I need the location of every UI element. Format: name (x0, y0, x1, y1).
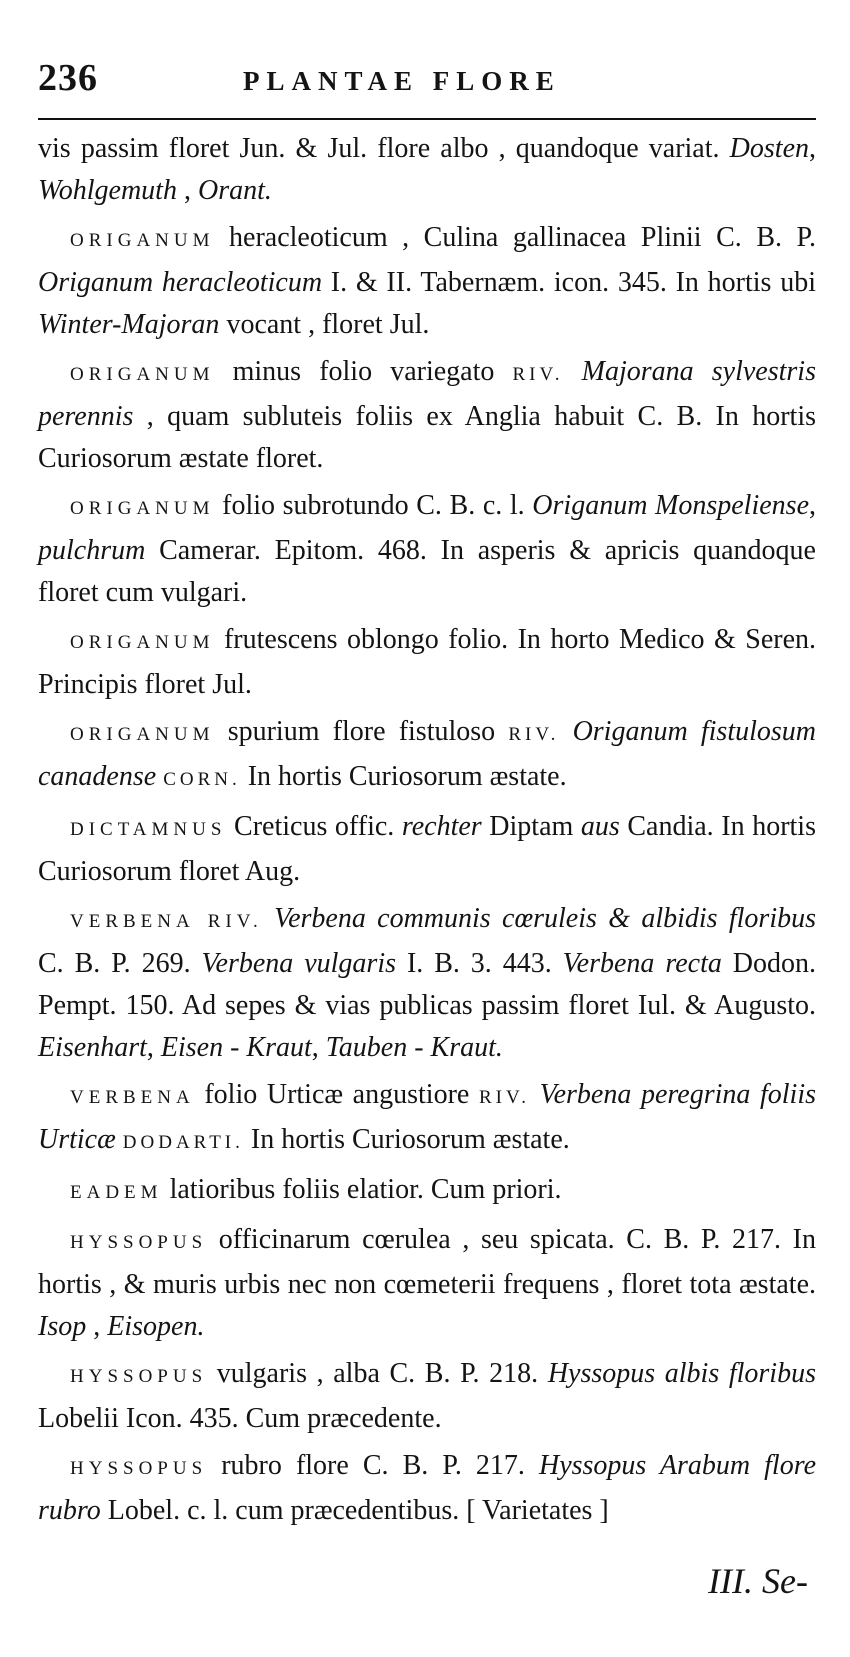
text-run: vocant , floret Jul. (219, 309, 430, 340)
genus-name: VERBENA RIV. (70, 911, 263, 932)
genus-name: EADEM (70, 1182, 163, 1203)
text-run: spurium flore fistuloso (214, 716, 509, 747)
header-rule (38, 118, 816, 120)
text-run: , (176, 175, 198, 206)
text-run: officinarum cœrulea , seu spicata. C. B. P. 217. In hortis , & muris urbis nec non cœmeterii frequens , floret tota æstate. (38, 1224, 816, 1300)
genus-name: DICTAMNUS (70, 819, 227, 840)
author-reference: DODARTI. (122, 1132, 244, 1153)
entry-paragraph (38, 1353, 816, 1440)
text-run: vulgaris , alba C. B. P. 218. (207, 1358, 548, 1389)
text-run: Camerar. Epitom. 468. In asperis & apricis quandoque floret cum vulgari. (38, 535, 816, 608)
text-run (564, 356, 582, 387)
entry-paragraph (38, 1445, 816, 1532)
running-title: PLANTAE FLORE (243, 66, 561, 96)
entry-paragraph (38, 1169, 816, 1214)
entry-paragraph (38, 898, 816, 1069)
italic-text: Winter-Majoran (38, 309, 220, 340)
italic-text: Eisen - Kraut (160, 1032, 312, 1063)
genus-name: HYSSOPUS (70, 1232, 208, 1253)
entry-paragraph (38, 485, 816, 614)
italic-text: pulchrum (38, 535, 146, 566)
text-run: , quam subluteis foliis ex Anglia habuit C. B. In hortis Curiosorum æstate floret. (38, 401, 816, 474)
text-run: , (311, 1032, 326, 1063)
genus-name: VERBENA (70, 1087, 195, 1108)
italic-text: Origanum fistulosum canadense (38, 716, 816, 792)
genus-name: HYSSOPUS (70, 1366, 208, 1387)
text-run: latioribus foliis elatior. Cum priori. (162, 1174, 562, 1205)
genus-name: HYSSOPUS (70, 1458, 208, 1479)
text-run (530, 1079, 540, 1110)
text-run: vis passim floret Jun. & Jul. flore albo , quandoque variat. (38, 133, 730, 164)
text-run: Lobelii Icon. 435. Cum præcedente. (38, 1403, 442, 1434)
text-run: , (146, 1032, 161, 1063)
text-run: C. B. P. 269. (38, 948, 202, 979)
italic-text: Hyssopus Arabum flore rubro (38, 1450, 817, 1526)
italic-text: Verbena recta (562, 948, 722, 979)
italic-text: Isop (38, 1311, 87, 1342)
text-run (263, 903, 274, 934)
text-run: minus folio variegato (214, 356, 513, 387)
italic-text: Dosten (729, 133, 809, 164)
text-run: frutescens oblongo folio. In horto Medico & Seren. Principis floret Jul. (38, 624, 816, 700)
genus-name: ORIGANUM (70, 724, 215, 745)
text-run (559, 716, 572, 747)
text-run: I. & II. Tabernæm. icon. 345. In hortis ubi (322, 267, 816, 298)
text-run: I. B. 3. 443. (396, 948, 563, 979)
italic-text: Verbena communis cœruleis & albidis floribus (274, 903, 817, 934)
entry-paragraph (38, 128, 816, 212)
text-run: In hortis Curiosorum æstate. (240, 761, 567, 792)
text-run: , (809, 490, 816, 521)
italic-text: Verbena peregrina foliis Urticæ (38, 1079, 817, 1155)
page-number: 236 (38, 57, 98, 99)
genus-name: ORIGANUM (70, 632, 215, 653)
text-run: Diptam (481, 811, 581, 842)
italic-text: Eisenhart (38, 1032, 147, 1063)
italic-text: rechter (401, 811, 482, 842)
entry-paragraph (38, 1219, 816, 1348)
text-run: Creticus offic. (226, 811, 402, 842)
text-run: Candia. In hortis Curiosorum floret Aug. (38, 811, 816, 887)
text-run: Lobel. c. l. cum præcedentibus. [ Varietates ] (100, 1495, 609, 1526)
italic-text: Tauben - Kraut. (325, 1032, 503, 1063)
genus-name: ORIGANUM (70, 498, 215, 519)
text-run: , (86, 1311, 108, 1342)
text-run: folio Urticæ angustiore (194, 1079, 479, 1110)
text-run: Dodon. Pempt. 150. Ad sepes & vias publicas passim floret Iul. & Augusto. (38, 948, 817, 1021)
italic-text: Orant. (197, 175, 272, 206)
text-run: In hortis Curiosorum æstate. (243, 1124, 570, 1155)
catchword: III. Se- (708, 1561, 808, 1601)
text-body (38, 128, 816, 1532)
text-run: rubro flore C. B. P. 217. (207, 1450, 539, 1481)
italic-text: aus (580, 811, 620, 842)
italic-text: Hyssopus albis floribus (547, 1358, 816, 1389)
entry-paragraph (38, 806, 816, 893)
entry-paragraph (38, 351, 816, 480)
author-reference: RIV. (508, 724, 560, 745)
entry-paragraph (38, 1074, 816, 1164)
italic-text: Eisopen. (107, 1311, 205, 1342)
italic-text: Wohlgemuth (38, 175, 177, 206)
entry-paragraph (38, 619, 816, 706)
text-run (116, 1124, 123, 1155)
genus-name: ORIGANUM (70, 230, 215, 251)
text-run: , (809, 133, 816, 164)
text-run: heracleoticum , Culina gallinacea Plinii C. B. P. (214, 222, 816, 253)
author-reference: CORN. (163, 769, 241, 790)
page-header (38, 56, 816, 106)
author-reference: RIV. (512, 364, 564, 385)
italic-text: Verbena vulgaris (201, 948, 397, 979)
text-run: folio subrotundo C. B. c. l. (214, 490, 533, 521)
italic-text: Majorana sylvestris perennis (38, 356, 816, 432)
entry-paragraph (38, 217, 816, 346)
italic-text: Origanum heracleoticum (38, 267, 323, 298)
author-reference: RIV. (478, 1087, 530, 1108)
genus-name: ORIGANUM (70, 364, 215, 385)
entry-paragraph (38, 711, 816, 801)
italic-text: Origanum Monspeliense (532, 490, 809, 521)
